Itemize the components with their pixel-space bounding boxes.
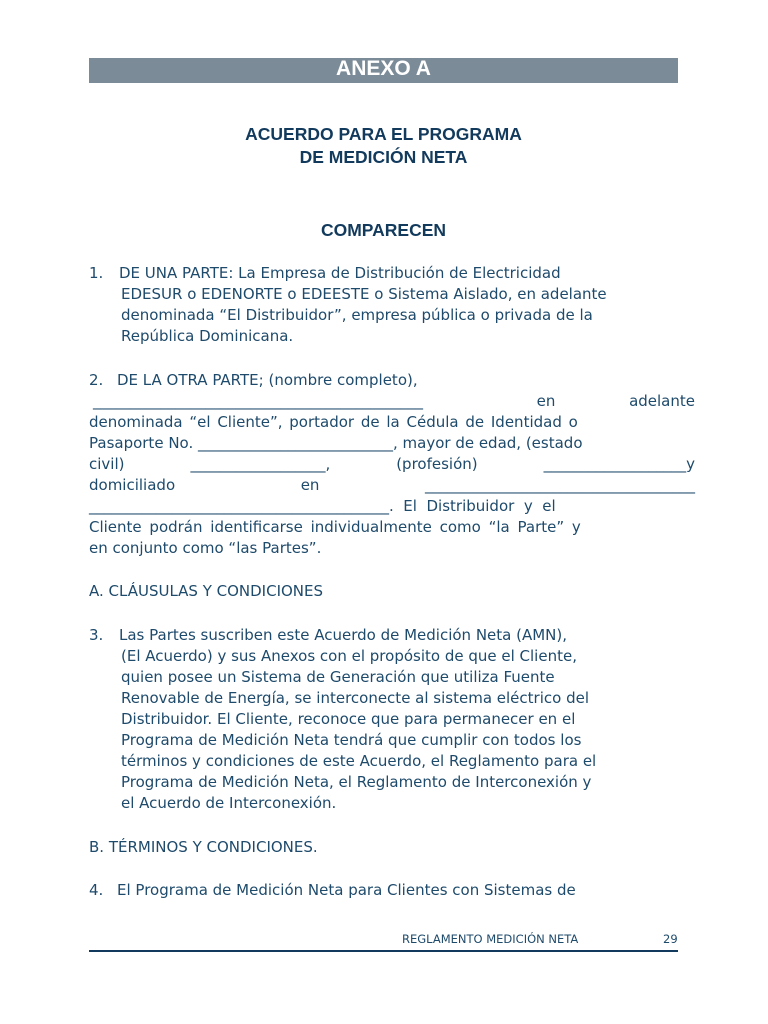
clause-2-line-8: Cliente podrán identificarse individualmente como “la Parte” y <box>89 518 581 536</box>
annex-banner: ANEXO A <box>89 58 678 83</box>
address-blank: ____________________________________ <box>425 476 695 494</box>
clause-3-line-6: Programa de Medición Neta tendrá que cumplir con todos los <box>121 731 582 749</box>
clause-3-line-7: términos y condiciones de este Acuerdo, el Reglamento para el <box>121 752 597 770</box>
clause-2-line-5: civil) __________________, (profesión) ___________________y <box>89 454 695 475</box>
clause-3-number: 3. <box>89 626 104 644</box>
clause-2-number: 2. <box>89 371 104 389</box>
clause-2-line-7: ________________________________________. El Distribuidor y el <box>89 497 556 515</box>
clause-1-line-4: República Dominicana. <box>121 327 294 345</box>
profession-blank: ___________________y <box>543 455 695 473</box>
clause-4-number: 4. <box>89 881 104 899</box>
civil-status-blank: __________________, <box>190 455 331 473</box>
section-b-heading: B. TÉRMINOS Y CONDICIONES. <box>89 838 318 856</box>
clause-2-line-3: denominada “el Cliente”, portador de la Cédula de Identidad o <box>89 413 578 431</box>
clause-2-line-4: Pasaporte No. __________________________, mayor de edad, (estado <box>89 434 583 452</box>
document-title-line-1: ACUERDO PARA EL PROGRAMA <box>245 124 522 144</box>
clause-3-line-3: quien posee un Sistema de Generación que utiliza Fuente <box>121 668 555 686</box>
clause-3-line-4: Renovable de Energía, se interconecte al sistema eléctrico del <box>121 689 589 707</box>
document-title-line-2: DE MEDICIÓN NETA <box>299 147 468 167</box>
section-a-heading: A. CLÁUSULAS Y CONDICIONES <box>89 582 324 600</box>
clause-3-line-2: (El Acuerdo) y sus Anexos con el propósito de que el Cliente, <box>121 647 577 665</box>
footer-label: REGLAMENTO MEDICIÓN NETA <box>402 932 579 946</box>
comparecen-heading: COMPARECEN <box>320 220 447 240</box>
clause-4-line-1: 4. El Programa de Medición Neta para Clientes con Sistemas de <box>89 880 695 901</box>
clause-2-line-6: domiciliado en ____________________________________ <box>89 475 695 496</box>
clause-3-line-8: Programa de Medición Neta, el Reglamento de Interconexión y <box>121 773 592 791</box>
clause-1-line-2: EDESUR o EDENORTE o EDEESTE o Sistema Aislado, en adelante <box>121 285 607 303</box>
clause-2-line-1: 2. DE LA OTRA PARTE; (nombre completo), <box>89 370 695 391</box>
name-blank: ____________________________________________ <box>93 392 423 410</box>
clause-2-line-2: ____________________________________________ en adelante <box>89 391 695 412</box>
page-number: 29 <box>663 932 678 946</box>
clause-3-line-5: Distribuidor. El Cliente, reconoce que para permanecer en el <box>121 710 576 728</box>
clause-1-number: 1. <box>89 264 104 282</box>
clause-1-line-1: 1. DE UNA PARTE: La Empresa de Distribución de Electricidad <box>89 263 695 284</box>
footer-rule <box>89 950 678 952</box>
clause-1-line-3: denominada “El Distribuidor”, empresa pública o privada de la <box>121 306 593 324</box>
clause-3-line-9: el Acuerdo de Interconexión. <box>121 794 337 812</box>
clause-3-line-1: 3. Las Partes suscriben este Acuerdo de Medición Neta (AMN), <box>89 625 695 646</box>
clause-2-line-9: en conjunto como “las Partes”. <box>89 539 322 557</box>
